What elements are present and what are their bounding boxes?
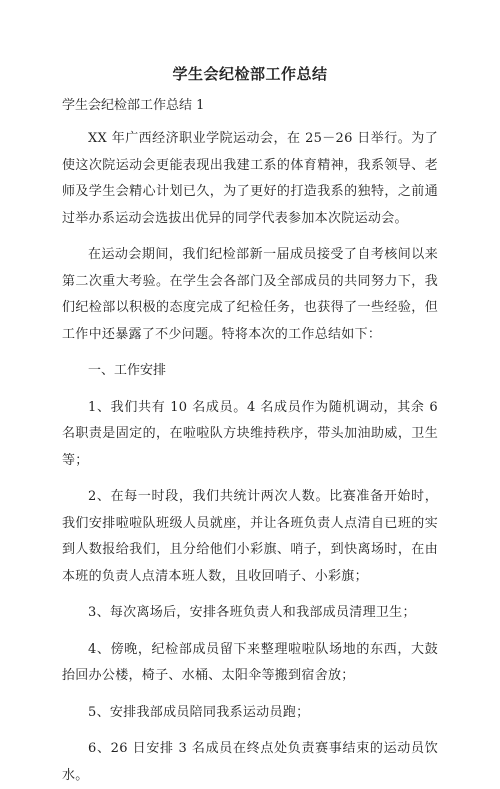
- paragraph-intro: XX 年广西经济职业学院运动会，在 25－26 日举行。为了使这次院运动会更能表现出我建工系的体育精神，我系领导、老师及学生会精心计划已久，为了更好的打造我系的独特，之前通过举办系运动会选拔出优异的同学代表参加本次院运动会。: [62, 131, 438, 226]
- list-item-4: 4、傍晚，纪检部成员留下来整理啦啦队场地的东西，大鼓抬回办公楼，椅子、水桶、太阳伞等搬到宿舍放；: [62, 641, 438, 683]
- list-item-6: 6、26 日安排 3 名成员在终点处负责赛事结束的运动员饮水。: [62, 741, 438, 783]
- list-item-2: 2、在每一时段，我们共统计两次人数。比赛准备开始时，我们安排啦啦队班级人员就座，并让各班负责人点清自已班的实到人数报给我们，且分给他们小彩旗、哨子，到快离场时，在由本班的负责人点清本班人数，且收回哨子、小彩旗；: [62, 489, 438, 584]
- list-item-1: 1、我们共有 10 名成员。4 名成员作为随机调动，其余 6 名职责是固定的，在啦啦队方块维持秩序，带头加油助威，卫生等；: [62, 399, 438, 468]
- paragraph-overview: 在运动会期间，我们纪检部新一届成员接受了自考核间以来第二次重大考验。在学生会各部门及全部成员的共同努力下，我们纪检部以积极的态度完成了纪检任务，也获得了一些经验，但工作中还暴露了不少问题。特将本次的工作总结如下：: [62, 247, 438, 342]
- list-item-3: 3、每次离场后，安排各班负责人和我部成员清理卫生；: [88, 605, 416, 620]
- section-heading-work-arrangement: 一、工作安排: [88, 363, 167, 378]
- list-item-5: 5、安排我部成员陪同我系运动员跑；: [88, 704, 310, 720]
- document-title: 学生会纪检部工作总结: [172, 65, 328, 83]
- document-subtitle: 学生会纪检部工作总结 1: [62, 98, 205, 113]
